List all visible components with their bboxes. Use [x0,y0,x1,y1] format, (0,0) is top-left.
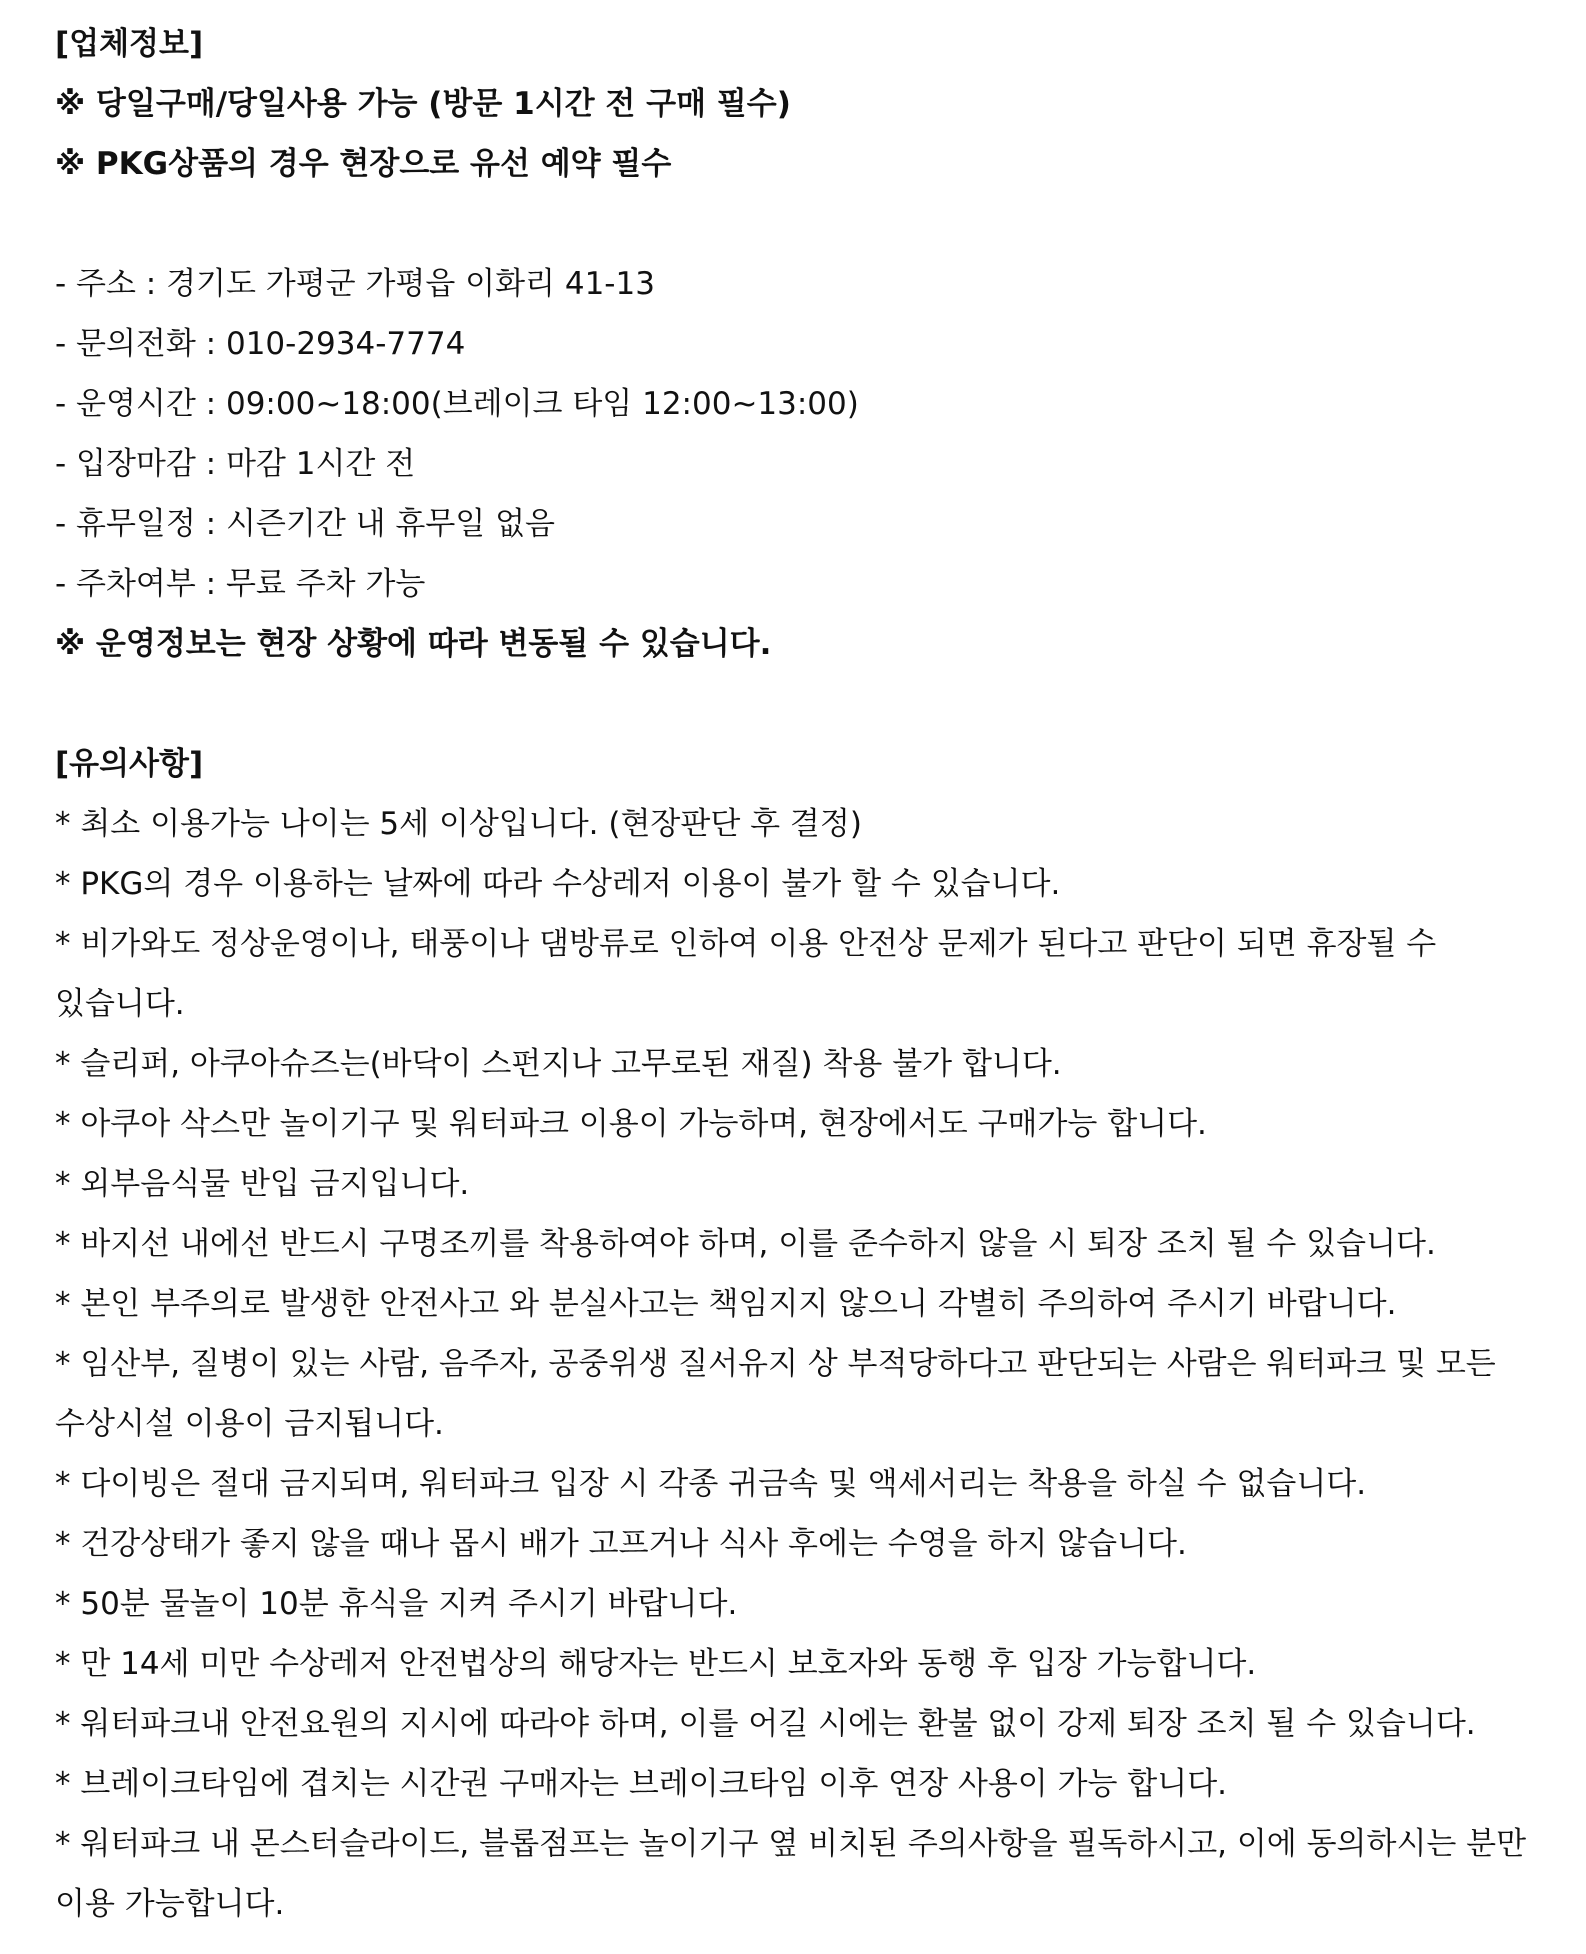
closed-days-line: - 휴무일정 : 시즌기간 내 휴무일 없음 [55,506,555,542]
precaution-item: * 임산부, 질병이 있는 사람, 음주자, 공중위생 질서유지 상 부적당하다고 판단되는 사람은 워터파크 및 모든 수상시설 이용이 금지됩니다. [55,1346,1496,1442]
precaution-item: * 아쿠아 삭스만 놀이기구 및 워터파크 이용이 가능하며, 현장에서도 구매가능 합니다. [55,1106,1207,1142]
precautions-section [55,734,1546,1934]
precaution-item: * 다이빙은 절대 금지되며, 워터파크 입장 시 각종 귀금속 및 액세서리는 착용을 하실 수 없습니다. [55,1466,1367,1502]
precaution-item: * 비가와도 정상운영이나, 태풍이나 댐방류로 인하여 이용 안전상 문제가 된다고 판단이 되면 휴장될 수 있습니다. [55,926,1437,1022]
precaution-item: * 건강상태가 좋지 않을 때나 몹시 배가 고프거나 식사 후에는 수영을 하지 않습니다. [55,1526,1187,1562]
address-line: - 주소 : 경기도 가평군 가평읍 이화리 41-13 [55,266,655,302]
precaution-item: * 본인 부주의로 발생한 안전사고 와 분실사고는 책임지지 않으니 각별히 주의하여 주시기 바랍니다. [55,1286,1397,1322]
precaution-item: * 만 14세 미만 수상레저 안전법상의 해당자는 반드시 보호자와 동행 후 입장 가능합니다. [55,1646,1257,1682]
precaution-item: * 외부음식물 반입 금지입니다. [55,1166,470,1202]
precaution-item: * 워터파크 내 몬스터슬라이드, 블롭점프는 놀이기구 옆 비치된 주의사항을 필독하시고, 이에 동의하시는 분만 이용 가능합니다. [55,1826,1527,1922]
precaution-item: * 바지선 내에선 반드시 구명조끼를 착용하여야 하며, 이를 준수하지 않을 시 퇴장 조치 될 수 있습니다. [55,1226,1436,1262]
precaution-item: * PKG의 경우 이용하는 날짜에 따라 수상레저 이용이 불가 할 수 있습니다. [55,866,1061,902]
entry-deadline-line: - 입장마감 : 마감 1시간 전 [55,446,416,482]
precaution-item: * 브레이크타임에 겹치는 시간권 구매자는 브레이크타임 이후 연장 사용이 가능 합니다. [55,1766,1228,1802]
precaution-item: * 50분 물놀이 10분 휴식을 지켜 주시기 바랍니다. [55,1586,738,1622]
precaution-item: * 워터파크내 안전요원의 지시에 따라야 하며, 이를 어길 시에는 환불 없이 강제 퇴장 조치 될 수 있습니다. [55,1706,1476,1742]
operation-change-notice: ※ 운영정보는 현장 상황에 따라 변동될 수 있습니다. [55,626,772,662]
company-info-heading: [업체정보] [55,26,204,62]
blank-line [55,674,1546,734]
precaution-item: * 최소 이용가능 나이는 5세 이상입니다. (현장판단 후 결정) [55,806,862,842]
precautions-heading: [유의사항] [55,746,204,782]
hours-line: - 운영시간 : 09:00~18:00(브레이크 타임 12:00~13:00) [55,386,859,422]
pkg-reservation-notice: ※ PKG상품의 경우 현장으로 유선 예약 필수 [55,146,672,182]
same-day-purchase-notice: ※ 당일구매/당일사용 가능 (방문 1시간 전 구매 필수) [55,86,791,122]
precaution-item: * 슬리퍼, 아쿠아슈즈는(바닥이 스펀지나 고무로된 재질) 착용 불가 합니다. [55,1046,1062,1082]
company-info-section [55,14,1546,674]
phone-line: - 문의전화 : 010-2934-7774 [55,326,466,362]
blank-line [55,194,1546,254]
parking-line: - 주차여부 : 무료 주차 가능 [55,566,426,602]
